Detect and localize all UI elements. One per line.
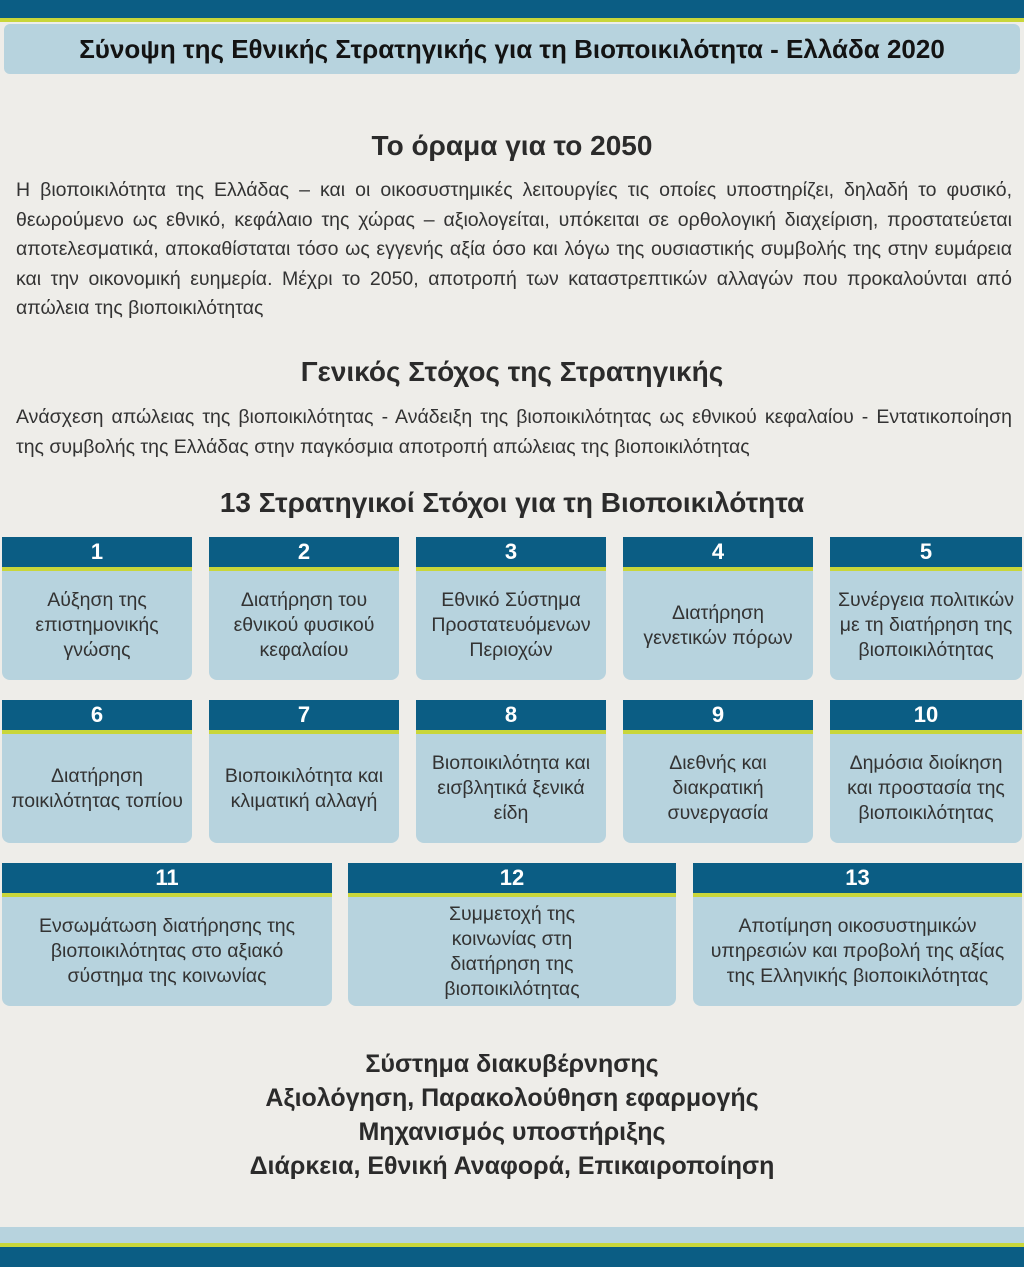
goal-number: 10	[830, 700, 1022, 734]
goal-text: Αύξηση της επιστημονικής γνώσης	[2, 571, 192, 680]
vision-heading: Το όραμα για το 2050	[371, 130, 653, 161]
goal-text: Διατήρηση του εθνικού φυσικού κεφαλαίου	[209, 571, 399, 680]
goal-number: 12	[348, 863, 676, 897]
title-bar	[4, 24, 1020, 74]
goal-text: Διατήρηση γενετικών πόρων	[623, 571, 813, 680]
goal-text: Συμμετοχή της κοινωνίας στη διατήρηση της βιοποικιλότητας	[348, 897, 676, 1006]
goal-number: 3	[416, 537, 606, 571]
goal-number: 9	[623, 700, 813, 734]
goal-text: Διατήρηση ποικιλότητας τοπίου	[2, 734, 192, 843]
goal-card-10	[830, 700, 1022, 843]
goal-card-7	[209, 700, 399, 843]
support-mechanism-line: Μηχανισμός υποστήριξης	[358, 1118, 666, 1146]
goal-text: Διεθνής και διακρατική συνεργασία	[623, 734, 813, 843]
goal-text: Ενσωμάτωση διατήρησης της βιοποικιλότητας στο αξιακό σύστημα της κοινωνίας	[2, 897, 332, 1006]
goal-card-4	[623, 537, 813, 680]
page-title: Σύνοψη της Εθνικής Στρατηγικής για τη Βιοποικιλότητα - Ελλάδα 2020	[79, 33, 945, 64]
general-goal-text: Ανάσχεση απώλειας της βιοποικιλότητας - Ανάδειξη της βιοποικιλότητας ως εθνικού κεφαλαίου - Εντατικοποίηση της συμβολής της Ελλάδας στην παγκόσμια αποτροπή απώλειας της βιοποικιλότητας	[16, 406, 1012, 458]
goal-card-1	[2, 537, 192, 680]
goal-card-9	[623, 700, 813, 843]
goal-text: Εθνικό Σύστημα Προστατευόμενων Περιοχών	[416, 571, 606, 680]
goal-card-8	[416, 700, 606, 843]
goal-text: Δημόσια διοίκηση και προστασία της βιοποικιλότητας	[830, 734, 1022, 843]
goal-text: Συνέργεια πολιτικών με τη διατήρηση της βιοποικιλότητας	[830, 571, 1022, 680]
vision-text: Η βιοποικιλότητα της Ελλάδας – και οι οικοσυστημικές λειτουργίες τις οποίες υποστηρίζει, δηλαδή το φυσικό, θεωρούμενο ως εθνικό, κεφάλαιο της χώρας – αξιολογείται, υπόκειται σε ορθολογική διαχείριση, προστατεύεται αποτελεσματικά, αποκαθίσταται τόσο ως εγγενής αξία όσο και λόγω της ουσιαστικής συμβολής της στην ευμάρεια και την οικονομική ευημερία. Μέχρι το 2050, αποτροπή των καταστρεπτικών αλλαγών που προκαλούνται από απώλεια της βιοποικιλότητας	[16, 179, 1012, 319]
duration-line: Διάρκεια, Εθνική Αναφορά, Επικαιροποίηση	[249, 1152, 775, 1180]
goal-number: 6	[2, 700, 192, 734]
goal-number: 2	[209, 537, 399, 571]
goal-number: 1	[2, 537, 192, 571]
goal-text: Αποτίμηση οικοσυστημικών υπηρεσιών και προβολή της αξίας της Ελληνικής βιοποικιλότητας	[693, 897, 1022, 1006]
goal-card-6	[2, 700, 192, 843]
goal-number: 7	[209, 700, 399, 734]
goal-number: 4	[623, 537, 813, 571]
goal-card-2	[209, 537, 399, 680]
governance-section	[0, 1047, 1024, 1183]
goal-number: 11	[2, 863, 332, 897]
bottom-banner-bar	[0, 1227, 1024, 1267]
goal-card-5	[830, 537, 1022, 680]
goal-card-12	[348, 863, 676, 1006]
governance-line: Σύστημα διακυβέρνησης	[365, 1050, 659, 1078]
top-banner-bar	[0, 0, 1024, 22]
goal-card-13	[693, 863, 1022, 1006]
goal-card-3	[416, 537, 606, 680]
goal-number: 8	[416, 700, 606, 734]
goals-heading: 13 Στρατηγικοί Στόχοι για τη Βιοποικιλότητα	[219, 487, 805, 518]
goal-number: 5	[830, 537, 1022, 571]
goal-text: Βιοποικιλότητα και κλιματική αλλαγή	[209, 734, 399, 843]
evaluation-line: Αξιολόγηση, Παρακολούθηση εφαρμογής	[265, 1084, 759, 1112]
goal-number: 13	[693, 863, 1022, 897]
goal-card-11	[2, 863, 332, 1006]
general-goal-heading: Γενικός Στόχος της Στρατηγικής	[300, 356, 724, 387]
goal-text: Βιοποικιλότητα και εισβλητικά ξενικά είδη	[416, 734, 606, 843]
